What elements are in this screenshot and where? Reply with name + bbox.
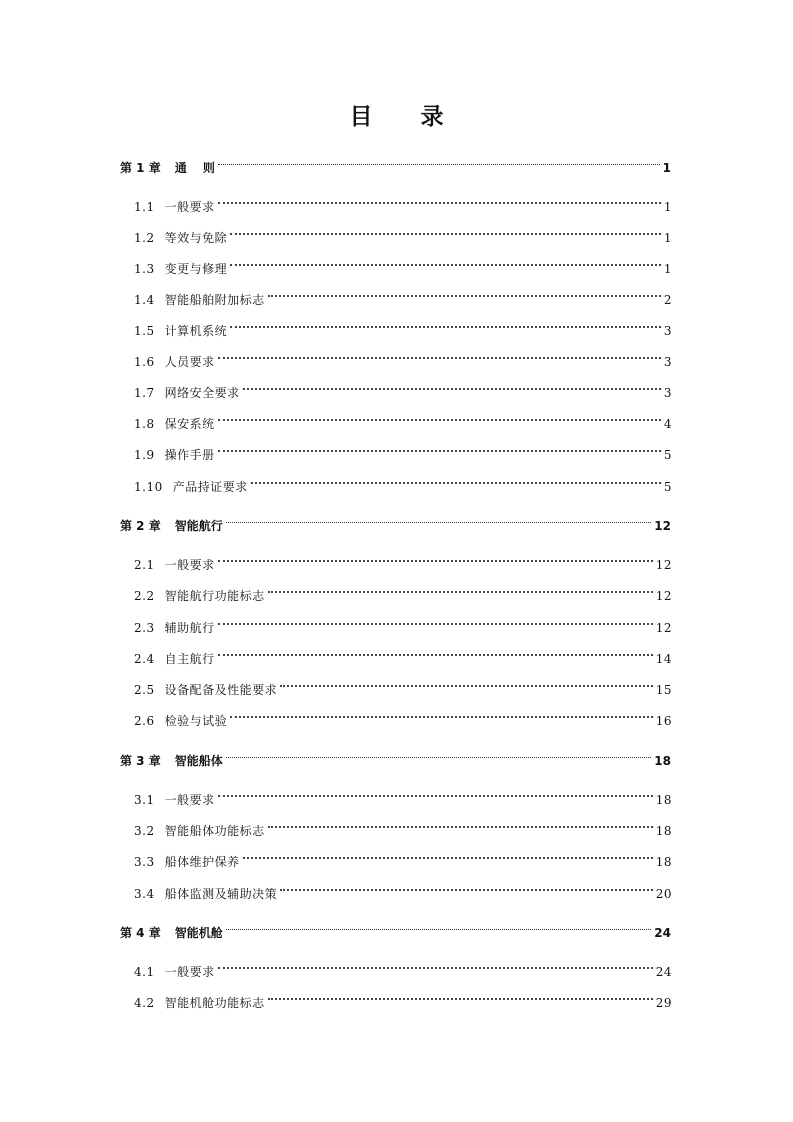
toc-page-number: 1 [662, 161, 671, 175]
toc-dot-leader [280, 874, 653, 898]
toc-section-entry[interactable] [134, 467, 672, 494]
toc-entry-title: 智能机舱功能标志 [164, 996, 265, 1010]
toc-entry-number: 2.6 [134, 714, 155, 728]
toc-section-entry[interactable] [134, 670, 672, 697]
toc-entry-title: 计算机系统 [164, 324, 228, 338]
toc-page-number: 1 [663, 231, 672, 245]
toc-entry-title: 船体维护保养 [164, 855, 240, 869]
toc-entry-title: 智能船体 [174, 754, 223, 768]
toc-dot-leader [218, 404, 661, 428]
toc-section-entry[interactable] [134, 576, 672, 603]
toc-entry-title: 保安系统 [164, 417, 215, 431]
toc-page-number: 15 [655, 683, 672, 697]
toc-page-number: 20 [655, 887, 672, 901]
toc-dot-leader [226, 741, 652, 765]
toc-entry-title: 辅助航行 [164, 621, 215, 635]
toc-section-entry[interactable] [134, 311, 672, 338]
toc-entry-number: 1.1 [134, 200, 155, 214]
toc-entry-title: 智能航行功能标志 [164, 589, 265, 603]
toc-page-number: 29 [655, 996, 672, 1010]
toc-dot-leader [226, 506, 652, 530]
toc-entry-title: 产品持证要求 [172, 480, 248, 494]
toc-entry-title: 一般要求 [164, 200, 215, 214]
toc-entry-title: 智能船体功能标志 [164, 824, 265, 838]
toc-entry-number: 2.2 [134, 589, 155, 603]
toc-section-entry[interactable] [134, 952, 672, 979]
toc-section-entry[interactable] [134, 373, 672, 400]
toc-page-number: 18 [654, 754, 671, 768]
toc-page-number: 3 [663, 324, 672, 338]
toc-entry-number: 1.6 [134, 355, 155, 369]
toc-page-number: 3 [663, 355, 672, 369]
toc-entry-number: 1.2 [134, 231, 155, 245]
toc-entry-number: 1.4 [134, 293, 155, 307]
toc-entry-number: 第 1 章 [120, 161, 161, 175]
toc-dot-leader [268, 576, 653, 600]
toc-dot-leader [230, 701, 653, 725]
toc-entry-title: 一般要求 [164, 558, 215, 572]
toc-entry-number: 2.4 [134, 652, 155, 666]
toc-section-entry[interactable] [134, 404, 672, 431]
toc-dot-leader [218, 952, 653, 976]
toc-page-number: 18 [655, 824, 672, 838]
toc-entry-title: 一般要求 [164, 965, 215, 979]
toc-entry-number: 2.3 [134, 621, 155, 635]
toc-page-number: 24 [654, 926, 671, 940]
toc-entry-number: 2.5 [134, 683, 155, 697]
toc-chapter-entry[interactable] [120, 148, 671, 175]
toc-page-number: 12 [654, 519, 671, 533]
toc-dot-leader [218, 187, 661, 211]
toc-section-entry[interactable] [134, 342, 672, 369]
toc-entry-title: 智能机舱 [174, 926, 223, 940]
toc-dot-leader [230, 311, 661, 335]
toc-section-entry[interactable] [134, 249, 672, 276]
toc-page-number: 4 [663, 417, 672, 431]
toc-entry-title: 操作手册 [164, 448, 215, 462]
toc-section-entry[interactable] [134, 639, 672, 666]
toc-entry-title: 船体监测及辅助决策 [164, 887, 278, 901]
toc-page-number: 5 [663, 480, 672, 494]
toc-dot-leader [230, 218, 661, 242]
toc-entry-number: 4.1 [134, 965, 155, 979]
toc-page-number: 1 [663, 200, 672, 214]
toc-page-number: 12 [655, 558, 672, 572]
toc-entry-title: 变更与修理 [164, 262, 228, 276]
toc-page-number: 12 [655, 589, 672, 603]
toc-entry-number: 第 2 章 [120, 519, 161, 533]
toc-entry-number: 4.2 [134, 996, 155, 1010]
toc-page-number: 16 [655, 714, 672, 728]
toc-entry-title: 智能船舶附加标志 [164, 293, 265, 307]
toc-dot-leader [268, 983, 653, 1007]
toc-section-entry[interactable] [134, 811, 672, 838]
toc-entry-number: 1.9 [134, 448, 155, 462]
toc-dot-leader [218, 545, 653, 569]
toc-section-entry[interactable] [134, 874, 672, 901]
toc-entry-number: 第 4 章 [120, 926, 161, 940]
toc-chapter-entry[interactable] [120, 506, 671, 533]
toc-page-number: 1 [663, 262, 672, 276]
toc-entry-title: 设备配备及性能要求 [164, 683, 278, 697]
toc-dot-leader [218, 342, 661, 366]
toc-dot-leader [268, 280, 661, 304]
toc-entry-number: 1.8 [134, 417, 155, 431]
toc-page-number: 3 [663, 386, 672, 400]
toc-page-number: 14 [655, 652, 672, 666]
toc-page-number: 18 [655, 855, 672, 869]
toc-page-number: 18 [655, 793, 672, 807]
toc-dot-leader [218, 639, 653, 663]
toc-section-entry[interactable] [134, 608, 672, 635]
toc-entry-title: 等效与免除 [164, 231, 228, 245]
toc-page-number: 24 [655, 965, 672, 979]
toc-dot-leader [251, 467, 661, 491]
page-title: 目 录 [349, 104, 464, 130]
toc-section-entry[interactable] [134, 780, 672, 807]
toc-entry-number: 3.3 [134, 855, 155, 869]
toc-entry-title: 自主航行 [164, 652, 215, 666]
toc-section-entry[interactable] [134, 701, 672, 728]
toc-section-entry[interactable] [134, 435, 672, 462]
toc-page-number: 12 [655, 621, 672, 635]
toc-dot-leader [268, 811, 653, 835]
toc-entry-title: 一般要求 [164, 793, 215, 807]
toc-entry-number: 3.1 [134, 793, 155, 807]
toc-dot-leader [243, 842, 653, 866]
toc-entry-title: 检验与试验 [164, 714, 228, 728]
toc-section-entry[interactable] [134, 842, 672, 869]
toc-section-entry[interactable] [134, 983, 672, 1010]
toc-section-entry[interactable] [134, 280, 672, 307]
toc-entry-number: 2.1 [134, 558, 155, 572]
toc-entry-number: 1.3 [134, 262, 155, 276]
toc-entry-number: 3.4 [134, 887, 155, 901]
toc-section-entry[interactable] [134, 545, 672, 572]
toc-entry-title: 通 则 [174, 161, 215, 175]
toc-entry-title: 智能航行 [174, 519, 223, 533]
toc-chapter-entry[interactable] [120, 741, 671, 768]
toc-section-entry[interactable] [134, 187, 672, 214]
toc-entry-number: 1.10 [134, 480, 163, 494]
toc-dot-leader [243, 373, 661, 397]
toc-entry-title: 网络安全要求 [164, 386, 240, 400]
toc-dot-leader [218, 435, 661, 459]
toc-entry-number: 第 3 章 [120, 754, 161, 768]
toc-entry-number: 1.7 [134, 386, 155, 400]
toc-dot-leader [218, 780, 653, 804]
toc-section-entry[interactable] [134, 218, 672, 245]
toc-page-number: 2 [663, 293, 672, 307]
toc-dot-leader [226, 913, 652, 937]
toc-chapter-entry[interactable] [120, 913, 671, 940]
toc-entry-title: 人员要求 [164, 355, 215, 369]
toc-dot-leader [280, 670, 653, 694]
toc-dot-leader [218, 148, 660, 172]
toc-dot-leader [230, 249, 661, 273]
toc-dot-leader [218, 608, 653, 632]
toc-entry-number: 1.5 [134, 324, 155, 338]
toc-entry-number: 3.2 [134, 824, 155, 838]
toc-page-number: 5 [663, 448, 672, 462]
